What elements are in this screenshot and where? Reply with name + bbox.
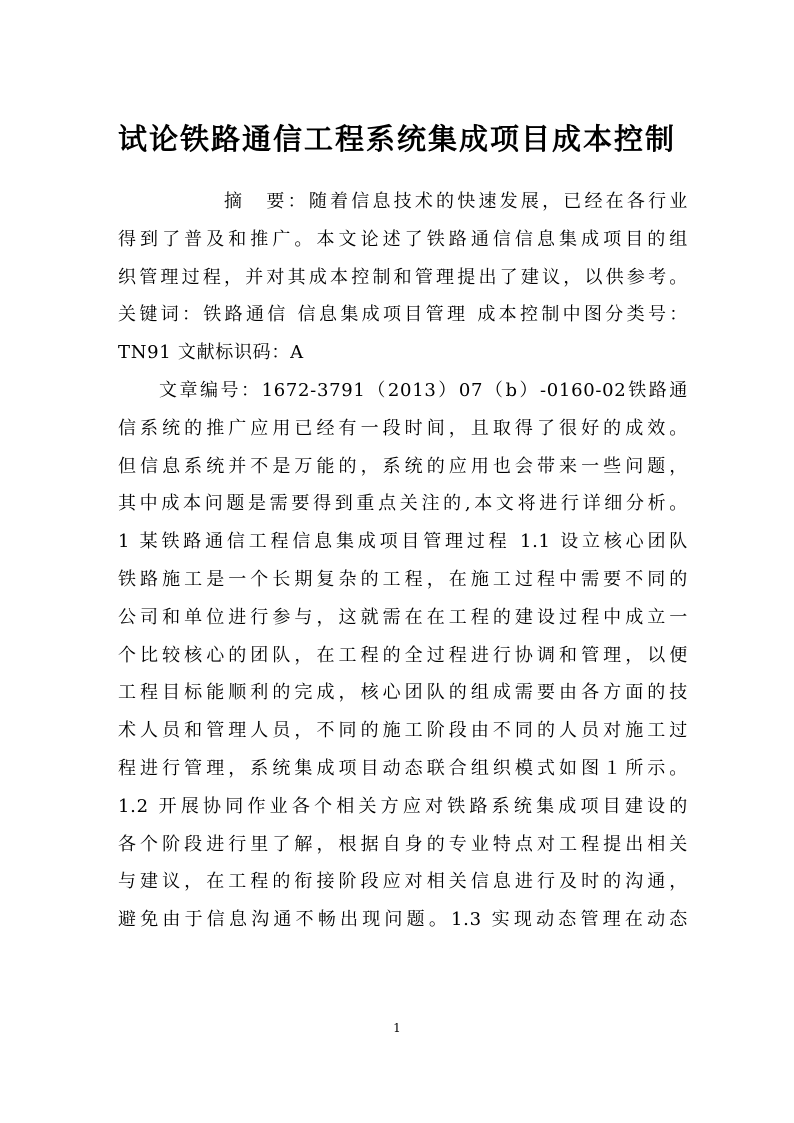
text-line: 但信息系统并不是万能的，系统的应用也会带来一些问题， [118, 455, 688, 477]
text-line: 摘 要：随着信息技术的快速发展，已经在各行业 [118, 191, 688, 212]
text-line: 织管理过程，并对其成本控制和管理提出了建议，以供参考。 [118, 266, 688, 288]
text-line: 1 某铁路通信工程信息集成项目管理过程 1.1 设立核心团队 [118, 531, 688, 553]
body-text [118, 183, 688, 939]
text-line: 工程目标能顺利的完成，核心团队的组成需要由各方面的技 [118, 682, 688, 704]
text-line: 与建议，在工程的衔接阶段应对相关信息进行及时的沟通， [118, 871, 688, 893]
text-line: 铁路施工是一个长期复杂的工程，在施工过程中需要不同的 [118, 568, 688, 590]
text-line: 其中成本问题是需要得到重点关注的,本文将进行详细分析。 [118, 493, 688, 515]
text-line: 1.2 开展协同作业各个相关方应对铁路系统集成项目建设的 [118, 795, 688, 817]
page-number: 1 [393, 1021, 401, 1035]
text-line: 文章编号：1672-3791（2013）07（b）-0160-02铁路通 [118, 379, 688, 401]
text-line: 避免由于信息沟通不畅出现问题。1.3 实现动态管理在动态 [118, 909, 688, 931]
document-title: 试论铁路通信工程系统集成项目成本控制 [117, 122, 676, 157]
text-line: 信系统的推广应用已经有一段时间，且取得了很好的成效。 [118, 417, 688, 439]
text-line: 公司和单位进行参与，这就需在在工程的建设过程中成立一 [118, 606, 688, 628]
text-line: TN91 文献标识码：A [118, 342, 304, 364]
text-line: 程进行管理，系统集成项目动态联合组织模式如图１所示。 [118, 757, 688, 779]
text-line: 得到了普及和推广。本文论述了铁路通信信息集成项目的组 [118, 228, 688, 250]
text-line: 关键词：铁路通信 信息集成项目管理 成本控制中图分类号： [118, 304, 688, 326]
text-line: 各个阶段进行里了解，根据自身的专业特点对工程提出相关 [118, 833, 688, 855]
text-line: 术人员和管理人员，不同的施工阶段由不同的人员对施工过 [118, 720, 688, 742]
text-line: 个比较核心的团队，在工程的全过程进行协调和管理，以便 [118, 644, 688, 666]
